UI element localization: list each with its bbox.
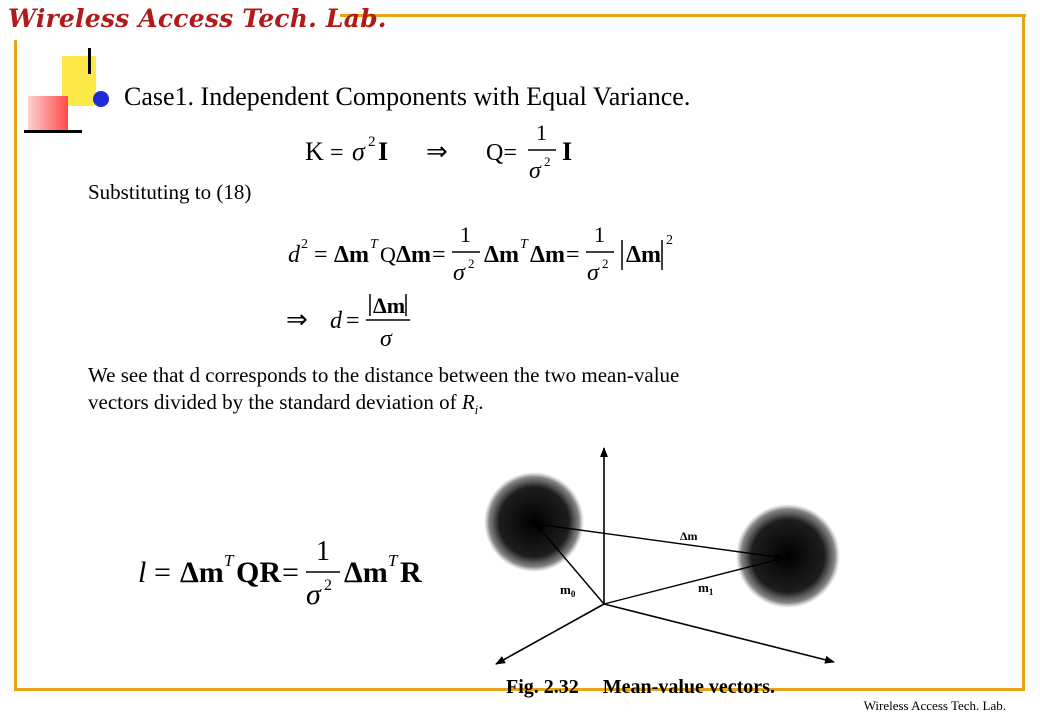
eq1-exp2: 2 (368, 134, 376, 150)
eq4-QR: QR (236, 556, 281, 589)
bullet-dot (93, 91, 109, 107)
eq2-dm1: Δm (334, 242, 370, 268)
paragraph-var-R: R (461, 390, 475, 414)
eq1-exp2-den: 2 (544, 154, 551, 169)
eq1-implies: ⇒ (426, 137, 448, 167)
frame-right-line (1022, 14, 1025, 690)
figure-caption-number: Fig. 2.32 (506, 676, 579, 698)
equation-k-q (300, 120, 590, 186)
eq4-sigma-exp: 2 (324, 577, 332, 594)
eq4-one: 1 (316, 536, 330, 567)
figure-caption-text: Mean-value vectors. (602, 676, 775, 698)
eq2-eq1: = (314, 242, 328, 268)
eq2-sigma1-exp: 2 (468, 256, 475, 271)
figure-caption (506, 676, 775, 699)
equation-d (284, 290, 424, 354)
case-heading: Case1. Independent Components with Equal Variance. (124, 82, 691, 111)
eq2-dm5: Δm (626, 242, 662, 268)
eq3-d: d (330, 308, 342, 334)
eq2-Q: Q (380, 242, 396, 267)
eq2-abs-exp: 2 (666, 233, 673, 248)
eq3-dm: Δm (373, 293, 406, 318)
paragraph-var-sub: i (474, 402, 479, 418)
header-title: Wireless Access Tech. Lab. (8, 4, 387, 33)
paragraph-line-2-suffix: . (478, 390, 484, 414)
label-delta-m: Δm (680, 529, 698, 543)
decor-red-square (28, 96, 68, 130)
cluster-m0 (484, 472, 584, 572)
eq2-one1: 1 (460, 222, 471, 247)
frame-left-line (14, 40, 17, 690)
paragraph-line-2-prefix: vectors divided by the standard deviation of (88, 390, 462, 414)
decor-black-hline (24, 130, 82, 133)
footer-title: Wireless Access Tech. Lab. (863, 698, 1006, 713)
eq3-implies: ⇒ (286, 305, 308, 335)
eq4-dm2: Δm (344, 556, 388, 589)
eq4-eq2: = (282, 556, 299, 589)
eq3-eq: = (346, 308, 360, 334)
eq1-sigma: σ (352, 137, 365, 166)
eq4-sigma: σ (306, 578, 321, 611)
eq2-d: d (288, 242, 300, 268)
eq1-I: I (378, 137, 389, 166)
eq1-one: 1 (536, 120, 547, 145)
axis-right (604, 604, 834, 662)
eq2-dm2: Δm (396, 242, 432, 268)
eq2-eq3: = (566, 242, 580, 268)
eq1-equals: = (330, 140, 344, 166)
explanation-paragraph (88, 362, 858, 423)
paragraph-line-2 (88, 389, 858, 423)
cluster-m1 (736, 504, 840, 608)
eq4-l: l (138, 556, 147, 589)
eq2-sigma2-exp: 2 (602, 256, 609, 271)
equation-l (134, 536, 434, 616)
label-m0: $m_0$ (560, 582, 576, 599)
eq4-T2: T (388, 551, 398, 570)
equation-d-squared (284, 222, 684, 290)
eq1-Q: Q= (486, 140, 517, 166)
eq2-d-exp: 2 (301, 237, 308, 252)
eq1-I-right: I (562, 137, 573, 166)
paragraph-line-1: We see that d corresponds to the distance between the two mean-value (88, 363, 680, 387)
eq1-sigma-den: σ (529, 158, 541, 184)
eq4-R: R (400, 556, 422, 589)
eq2-one2: 1 (594, 222, 605, 247)
eq2-dm4: Δm (530, 242, 566, 268)
eq4-dm1: Δm (180, 556, 224, 589)
decor-black-vline (88, 48, 91, 74)
eq2-sigma2: σ (587, 260, 599, 286)
eq1-K: K (305, 137, 324, 166)
label-m1: $m_1$ (698, 580, 714, 597)
eq2-T1: T (370, 237, 378, 252)
mean-value-vectors-figure (484, 440, 844, 672)
frame-top-line (340, 14, 1026, 17)
eq4-T1: T (224, 551, 234, 570)
eq2-dm3: Δm (484, 242, 520, 268)
substituting-text: Substituting to (18) (88, 180, 252, 204)
eq2-T2: T (520, 237, 528, 252)
eq2-eq2: = (432, 242, 446, 268)
axis-left (496, 604, 604, 664)
eq2-sigma1: σ (453, 260, 465, 286)
eq3-sigma: σ (380, 326, 392, 352)
eq4-eq1: = (154, 556, 171, 589)
